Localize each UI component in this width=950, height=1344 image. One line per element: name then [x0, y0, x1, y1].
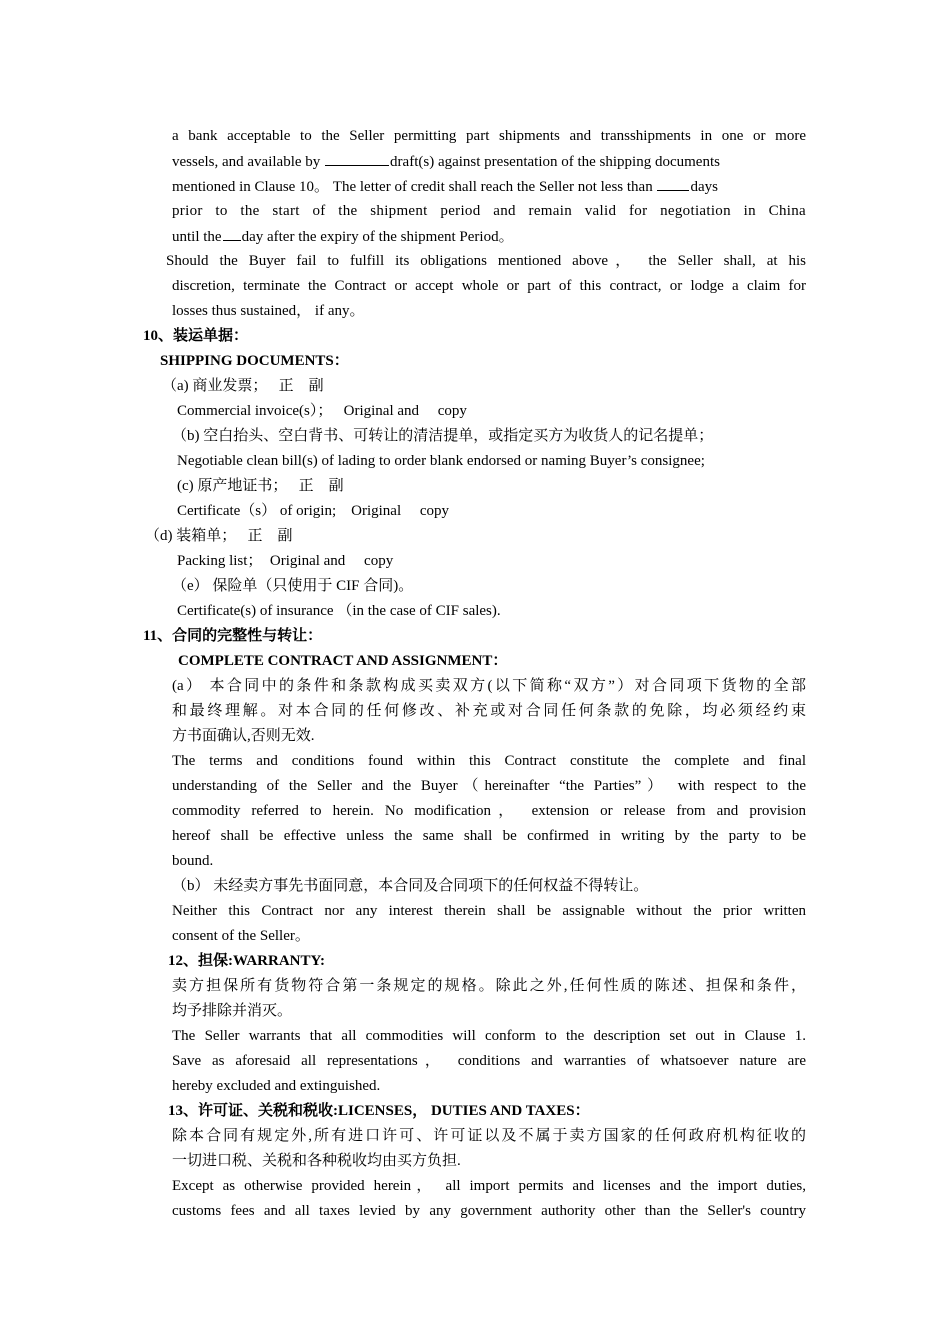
clause11-b-cn: （b） 未经卖方事先书面同意，本合同及合同项下的任何权益不得转让。 [172, 878, 649, 894]
clause10-heading-cn: 10、装运单据： [143, 328, 249, 344]
clause11-a-cn-2: 和最终理解。对本合同的任何修改、补充或对合同任何条款的免除，均必须经约束 [172, 703, 806, 719]
clause10-b-cn: （b) 空白抬头、空白背书、可转让的清洁提单，或指定买方为收货人的记名提单； [172, 428, 714, 444]
days-blank [657, 174, 689, 191]
clause13-cn-1: 除本合同有规定外,所有进口许可、许可证以及不属于卖方国家的任何政府机构征收的 [172, 1128, 806, 1144]
clause13-en-2: customs fees and all taxes levied by any government authority other than the Seller's country [172, 1203, 806, 1219]
clause13-cn-2: 一切进口税、关税和各种税收均由买方负担. [172, 1153, 461, 1169]
clause11-a-en-2: understanding of the Seller and the Buyer（hereinafter “the Parties”） with respect to the [172, 778, 806, 794]
clause10-c-cn: (c) 原产地证书； 正 副 [177, 478, 344, 494]
clause9-line-3a: mentioned in Clause 10。 The letter of credit shall reach the Seller not less than [172, 179, 653, 195]
clause9-line-7: discretion, terminate the Contract or accept whole or part of this contract, or lodge a claim for [172, 278, 806, 294]
clause11-a-cn-3: 方书面确认,否则无效. [172, 728, 315, 744]
clause9-line-5a: until the [172, 229, 222, 245]
clause11-heading-cn: 11、合同的完整性与转让： [143, 628, 323, 644]
clause12-en-1: The Seller warrants that all commodities will conform to the description set out in Clause 1. [172, 1028, 806, 1044]
clause10-b-en: Negotiable clean bill(s) of lading to order blank endorsed or naming Buyer’s consignee; [177, 453, 705, 469]
clause9-line-3b: days [690, 179, 718, 195]
clause11-a-en-5: bound. [172, 853, 214, 869]
draft-blank [325, 149, 389, 166]
clause12-cn-1: 卖方担保所有货物符合第一条规定的规格。除此之外,任何性质的陈述、担保和条件， [172, 978, 806, 994]
clause11-a-en-1: The terms and conditions found within this Contract constitute the complete and final [172, 753, 806, 769]
clause9-line-6: Should the Buyer fail to fulfill its obligations mentioned above， the Seller shall, at his [166, 253, 806, 269]
clause10-e-cn: （e） 保险单（只使用于 CIF 合同)。 [172, 578, 414, 594]
clause9-line-3 [172, 174, 806, 199]
clause11-a-en-4: hereof shall be effective unless the same shall be confirmed in writing by the party to be [172, 828, 806, 844]
clause12-heading: 12、担保:WARRANTY: [168, 953, 325, 969]
clause9-line-2 [172, 149, 806, 174]
clause10-d-cn: （d) 装箱单； 正 副 [145, 528, 293, 544]
clause9-line-5 [172, 224, 514, 249]
clause13-heading: 13、许可证、关税和税收:LICENSES， DUTIES AND TAXES： [168, 1103, 590, 1119]
clause12-en-2: Save as aforesaid all representations， conditions and warranties of whatsoever nature are [172, 1053, 806, 1069]
clause11-b-en-1: Neither this Contract nor any interest therein shall be assignable without the prior written [172, 903, 806, 919]
clause10-a-en: Commercial invoice(s）； Original and copy [177, 403, 467, 419]
clause10-c-en: Certificate（s） of origin; Original copy [177, 503, 450, 519]
clause11-heading-en: COMPLETE CONTRACT AND ASSIGNMENT： [178, 653, 508, 669]
clause11-a-cn-1: (a） 本合同中的条件和条款构成买卖双方(以下简称“双方”）对合同项下货物的全部 [172, 678, 806, 694]
clause10-d-en: Packing list； Original and copy [177, 553, 394, 569]
clause13-en-1: Except as otherwise provided herein， all import permits and licenses and the import duties, [172, 1178, 806, 1194]
clause11-b-en-2: consent of the Seller。 [172, 928, 310, 944]
clause9-line-1: a bank acceptable to the Seller permitting part shipments and transshipments in one or more [172, 128, 806, 144]
clause11-a-en-3: commodity referred to herein. No modification， extension or release from and provision [172, 803, 806, 819]
clause9-line-2b: draft(s) against presentation of the shipping documents [390, 154, 720, 170]
clause12-cn-2: 均予排除并消灭。 [172, 1003, 293, 1019]
clause10-heading-en: SHIPPING DOCUMENTS： [160, 353, 349, 369]
clause10-e-en: Certificate(s) of insurance （in the case of CIF sales). [177, 603, 501, 619]
day-blank [223, 224, 241, 241]
clause9-line-2a: vessels, and available by [172, 154, 321, 170]
clause9-line-8: losses thus sustained， if any。 [172, 303, 365, 319]
clause10-a-cn: （a) 商业发票； 正 副 [162, 378, 324, 394]
clause9-line-5b: day after the expiry of the shipment Period。 [241, 229, 514, 245]
clause12-en-3: hereby excluded and extinguished. [172, 1078, 381, 1094]
clause9-line-4: prior to the start of the shipment period and remain valid for negotiation in China [172, 203, 806, 219]
